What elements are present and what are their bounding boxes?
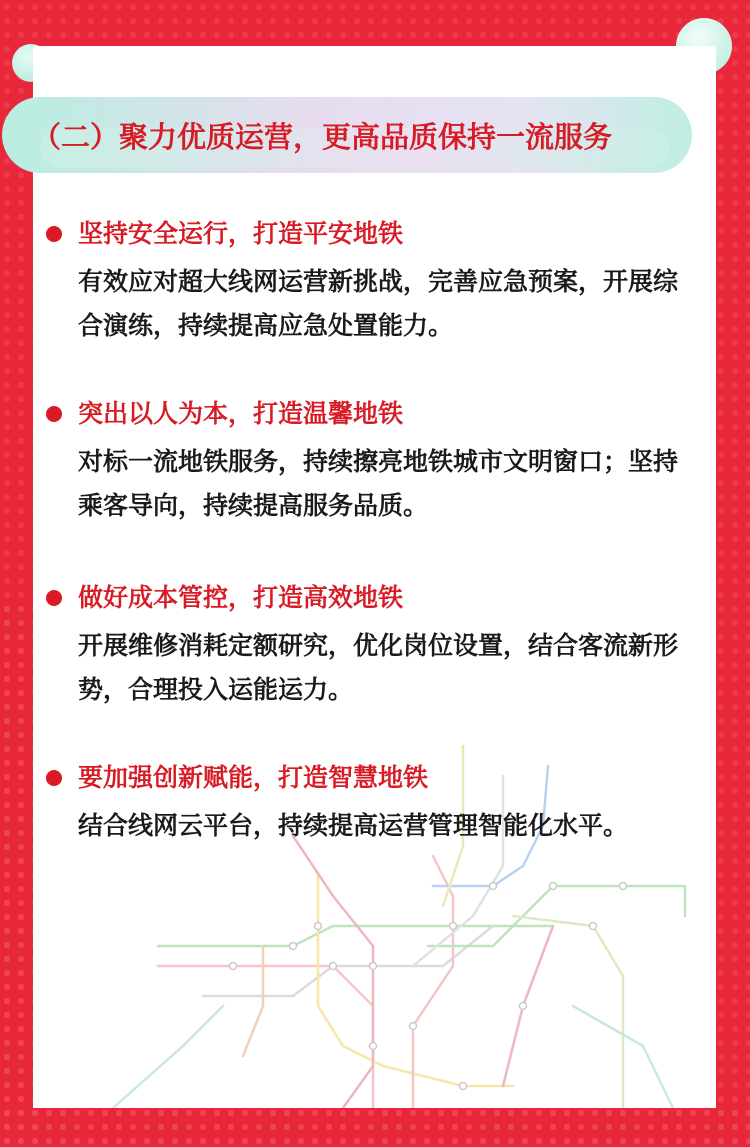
section-body-text: 对标一流地铁服务，持续擦亮地铁城市文明窗口；坚持乘客导向，持续提高服务品质。: [78, 447, 679, 520]
section-safe-operation: [46, 214, 686, 348]
section-heading: [46, 214, 686, 254]
bullet-dot-icon: [46, 406, 62, 422]
section-heading-text: 突出以人为本，打造温馨地铁: [78, 399, 404, 428]
metro-map-illustration: [33, 46, 716, 1108]
section-people-oriented: [46, 394, 686, 528]
section-smart-metro: [46, 758, 686, 848]
section-body-text: 有效应对超大线网运营新挑战，完善应急预案，开展综合演练，持续提高应急处置能力。: [78, 267, 679, 340]
section-heading: [46, 758, 686, 798]
section-heading: [46, 394, 686, 434]
section-heading-text: 做好成本管控，打造高效地铁: [78, 583, 404, 612]
section-heading-text: 要加强创新赋能，打造智慧地铁: [78, 763, 429, 792]
content-card: [33, 46, 716, 1108]
bullet-dot-icon: [46, 226, 62, 242]
bullet-dot-icon: [46, 770, 62, 786]
section-body-text: 开展维修消耗定额研究，优化岗位设置，结合客流新形势，合理投入运能运力。: [78, 631, 679, 704]
section-body-text: 结合线网云平台，持续提高运营管理智能化水平。: [78, 811, 629, 840]
section-heading-text: 坚持安全运行，打造平安地铁: [78, 219, 404, 248]
section-title: （二）聚力优质运营，更高品质保持一流服务: [32, 120, 613, 154]
section-heading: [46, 578, 686, 618]
bullet-dot-icon: [46, 590, 62, 606]
section-cost-control: [46, 578, 686, 712]
